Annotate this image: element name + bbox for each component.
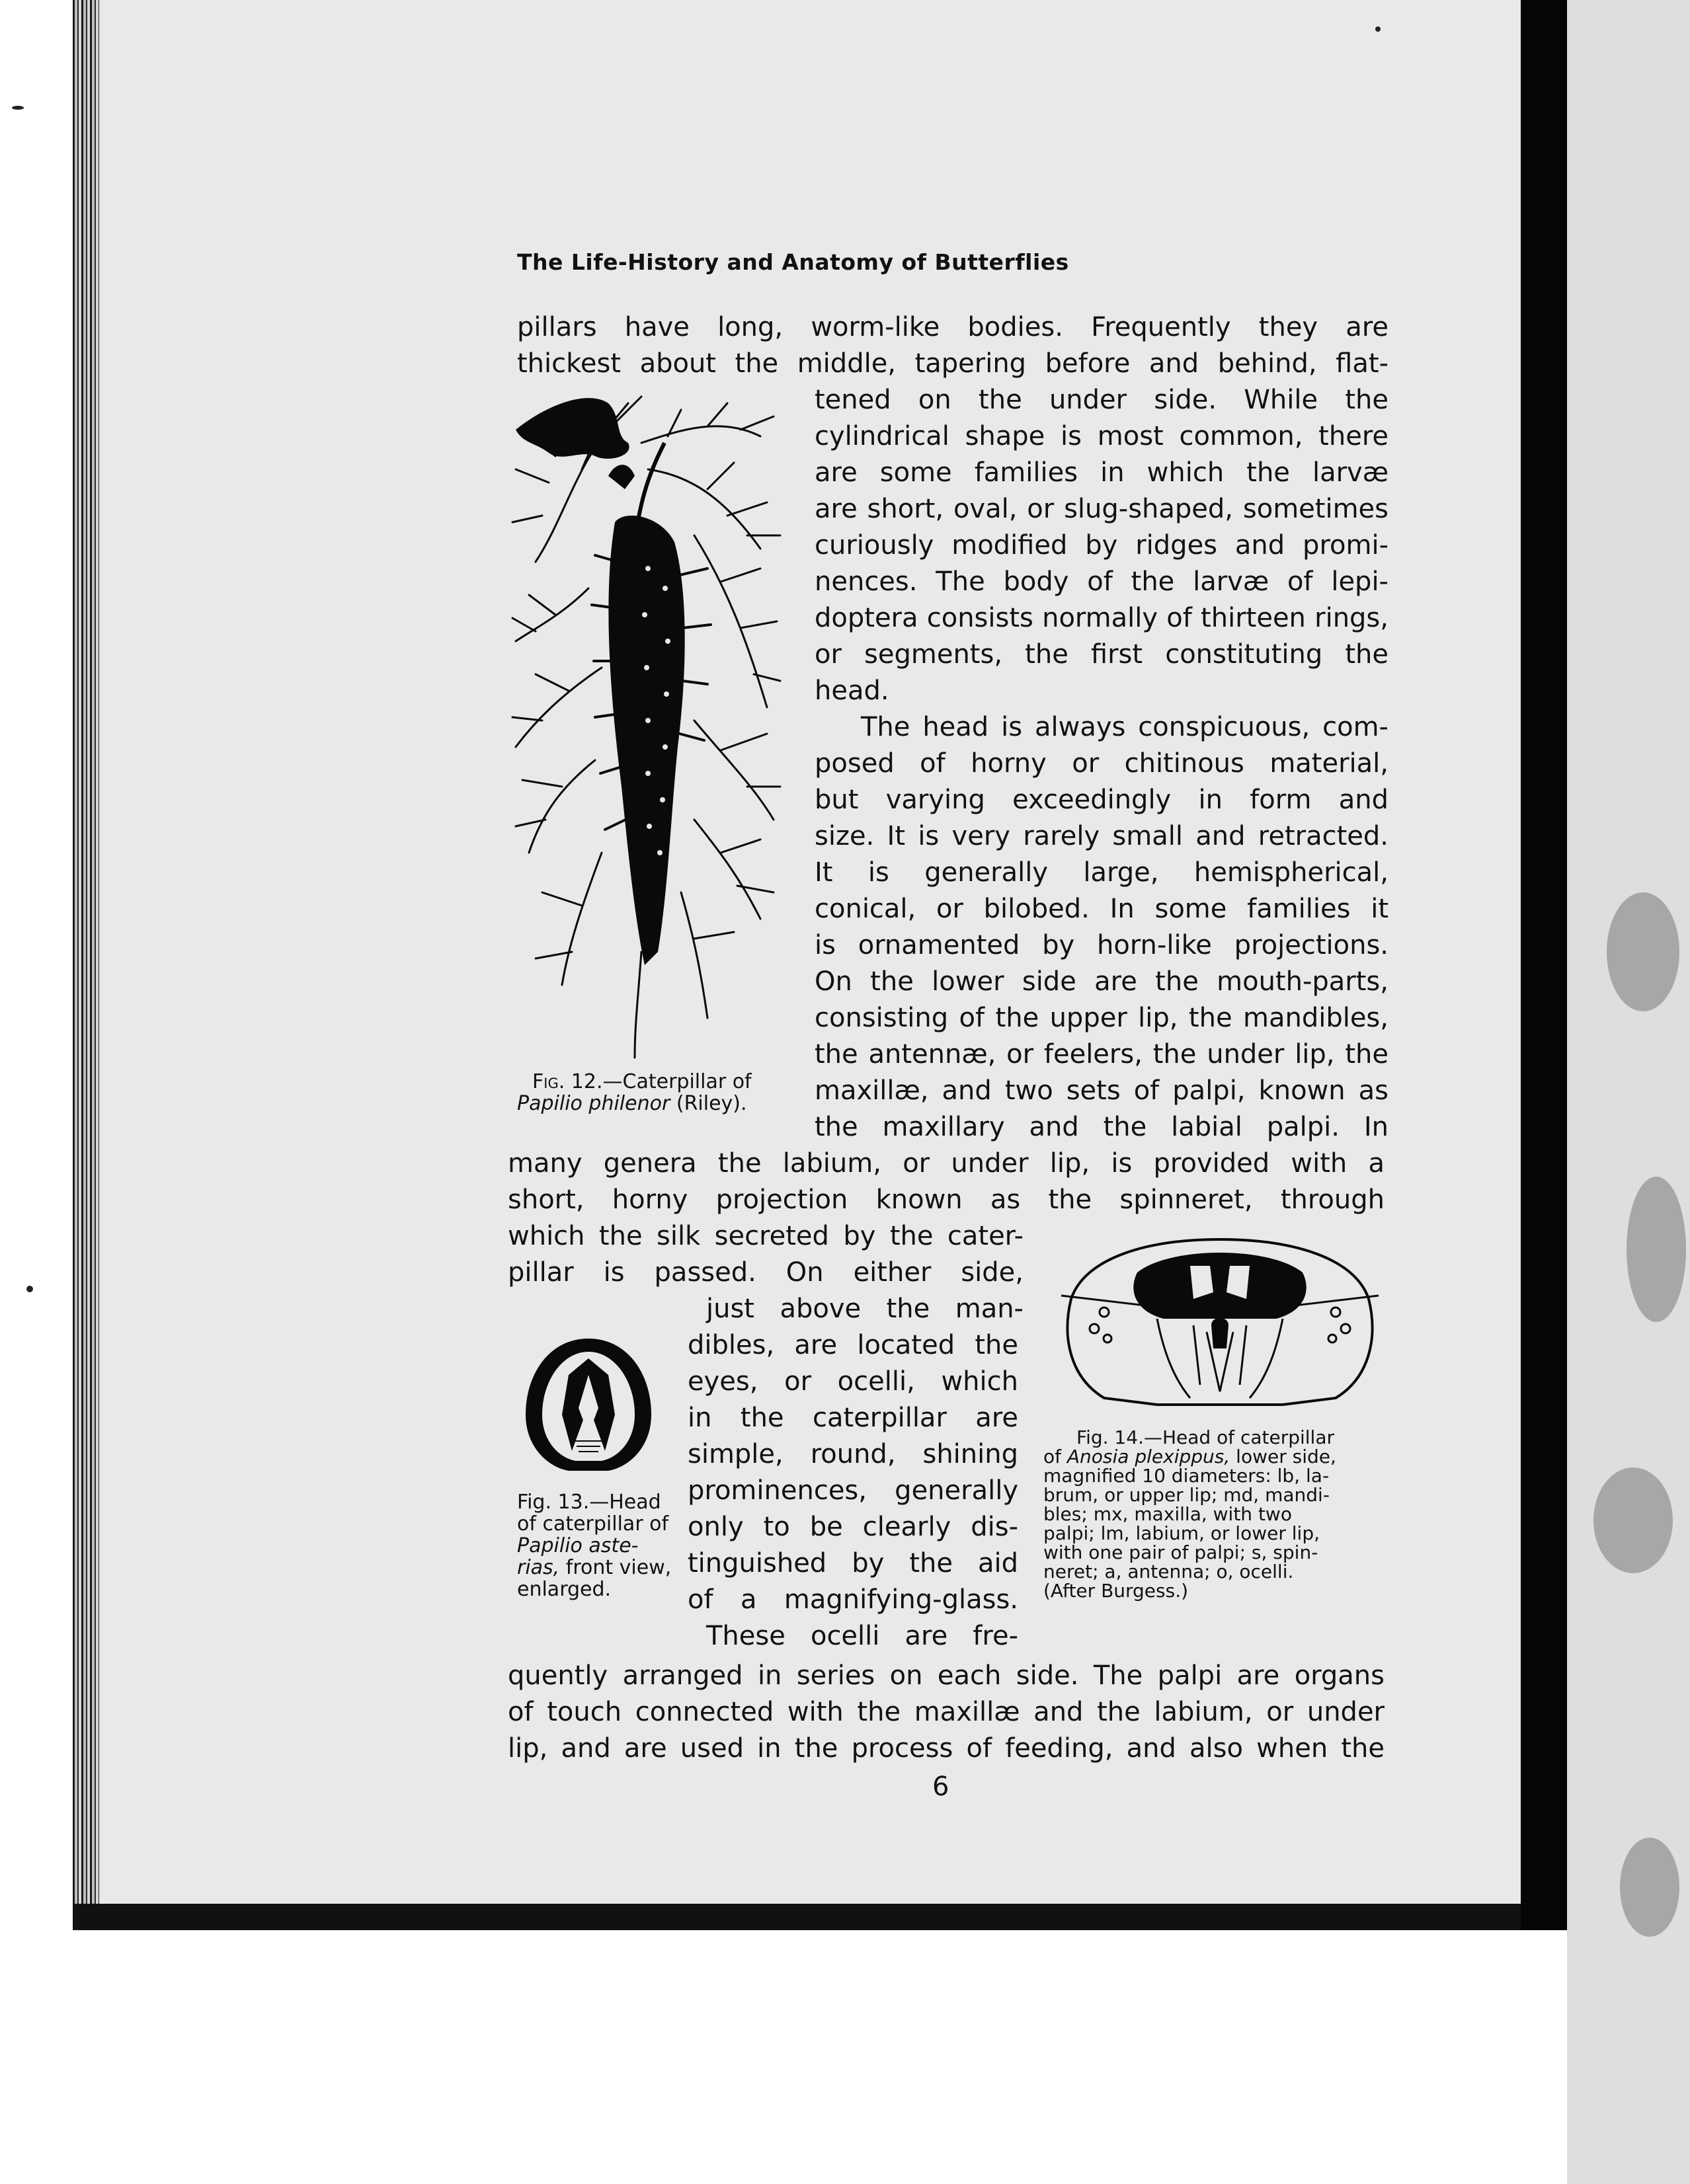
figure-13-caption [517, 1491, 671, 1600]
scan-margin [0, 0, 79, 2184]
figure-14-caption-line: lower side, [1230, 1446, 1336, 1467]
body-line: tinguished by the aid [688, 1548, 1018, 1579]
body-line: consisting of the upper lip, the mandibles, [815, 1003, 1388, 1033]
body-line: doptera consists normally of thirteen rings, [815, 603, 1388, 633]
body-line: quently arranged in series on each side. The palpi are organs [508, 1660, 1385, 1691]
figure-14-caption-line: with one pair of palpi; s, spin- [1043, 1541, 1318, 1563]
body-line: prominences, generally [688, 1475, 1018, 1506]
body-line: These ocelli are fre- [706, 1621, 1018, 1651]
body-line: dibles, are located the [688, 1330, 1018, 1360]
body-line: maxillæ, and two sets of palpi, known as [815, 1075, 1388, 1106]
body-line: posed of horny or chitinous material, [815, 748, 1388, 779]
body-line: but varying exceedingly in form and [815, 785, 1388, 815]
figure-13-species: Papilio aste- [517, 1534, 639, 1557]
body-line: just above the man- [706, 1294, 1024, 1324]
figure-14-species: Anosia plexippus, [1066, 1446, 1230, 1467]
figure-14-head-illustration [1058, 1233, 1382, 1418]
figure-14-caption-line: Fig. 14.—Head of caterpillar [1076, 1426, 1335, 1448]
body-line: are short, oval, or slug-shaped, sometimes [815, 494, 1388, 524]
body-line: short, horny projection known as the spinneret, through [508, 1185, 1385, 1215]
body-line: of touch connected with the maxillæ and the labium, or under [508, 1697, 1385, 1727]
figure-13-caption-line: enlarged. [517, 1578, 612, 1601]
figure-13-species-cont: rias, [517, 1556, 560, 1579]
body-line: cylindrical shape is most common, there [815, 421, 1388, 451]
figure-12-species: Papilio philenor [517, 1092, 670, 1115]
body-line: simple, round, shining [688, 1439, 1018, 1469]
body-line: On the lower side are the mouth-parts, [815, 966, 1388, 997]
binding-gutter [1521, 0, 1567, 1930]
page-edges [73, 0, 99, 1917]
body-line: The head is always conspicuous, com- [861, 712, 1388, 742]
body-line: or segments, the first constituting the [815, 639, 1388, 670]
body-line: only to be clearly dis- [688, 1512, 1018, 1542]
figure-14-caption-line: (After Burgess.) [1043, 1580, 1189, 1602]
figure-14-caption-line: magnified 10 diameters: lb, la- [1043, 1465, 1330, 1487]
stray-mark [26, 1286, 33, 1292]
page-number: 6 [932, 1772, 949, 1802]
figure-13-head-illustration [522, 1335, 655, 1474]
figure-14-caption-line: palpi; lm, labium, or lower lip, [1043, 1522, 1320, 1544]
body-line: the maxillary and the labial palpi. In [815, 1112, 1388, 1142]
figure-14-caption-line: neret; a, antenna; o, ocelli. [1043, 1561, 1294, 1582]
body-line: the antennæ, or feelers, the under lip, the [815, 1039, 1388, 1070]
figure-13-caption-line: of caterpillar of [517, 1512, 669, 1536]
body-line: pillar is passed. On either side, [508, 1257, 1024, 1288]
body-line: conical, or bilobed. In some families it [815, 894, 1388, 924]
figure-12-caption [532, 1071, 752, 1093]
figure-12-credit: (Riley). [676, 1092, 747, 1115]
running-head: The Life-History and Anatomy of Butterflies [517, 249, 1069, 275]
figure-13-caption-line: Fig. 13.—Head [517, 1491, 661, 1514]
body-line: is ornamented by horn-like projections. [815, 930, 1388, 960]
facing-page-edge [1567, 0, 1690, 2184]
body-line: in the caterpillar are [688, 1403, 1018, 1433]
figure-14-caption [1043, 1428, 1336, 1600]
figure-14-caption-line: bles; mx, maxilla, with two [1043, 1503, 1292, 1525]
stray-mark [12, 106, 24, 110]
stray-mark [1375, 26, 1381, 32]
body-line: thickest about the middle, tapering before and behind, flat- [517, 348, 1388, 379]
body-line: many genera the labium, or under lip, is provided with a [508, 1148, 1385, 1179]
body-line: which the silk secreted by the cater- [508, 1221, 1024, 1251]
figure-12-caption-line2 [517, 1093, 747, 1114]
body-line: are some families in which the larvæ [815, 457, 1388, 488]
page-bottom-shadow [73, 1904, 1541, 1930]
figure-12-title: —Caterpillar of [602, 1070, 752, 1093]
body-line: It is generally large, hemispherical, [815, 857, 1388, 888]
body-line: tened on the under side. While the [815, 385, 1388, 415]
figure-14-caption-line: brum, or upper lip; md, mandi- [1043, 1484, 1330, 1506]
body-line: lip, and are used in the process of feeding, and also when the [508, 1733, 1385, 1764]
body-line: size. It is very rarely small and retracted. [815, 821, 1388, 851]
body-line: pillars have long, worm-like bodies. Frequently they are [517, 312, 1388, 342]
body-line: eyes, or ocelli, which [688, 1366, 1018, 1397]
body-line: curiously modified by ridges and promi- [815, 530, 1388, 561]
figure-13-caption-line: front view, [559, 1556, 672, 1579]
body-line: head. [815, 676, 889, 706]
figure-14-caption-line: of [1043, 1446, 1067, 1467]
body-line: of a magnifying-glass. [688, 1584, 1018, 1615]
figure-12-number: Fig. 12. [532, 1070, 603, 1093]
body-line: nences. The body of the larvæ of lepi- [815, 566, 1388, 597]
figure-12-caterpillar-illustration [509, 390, 787, 1064]
